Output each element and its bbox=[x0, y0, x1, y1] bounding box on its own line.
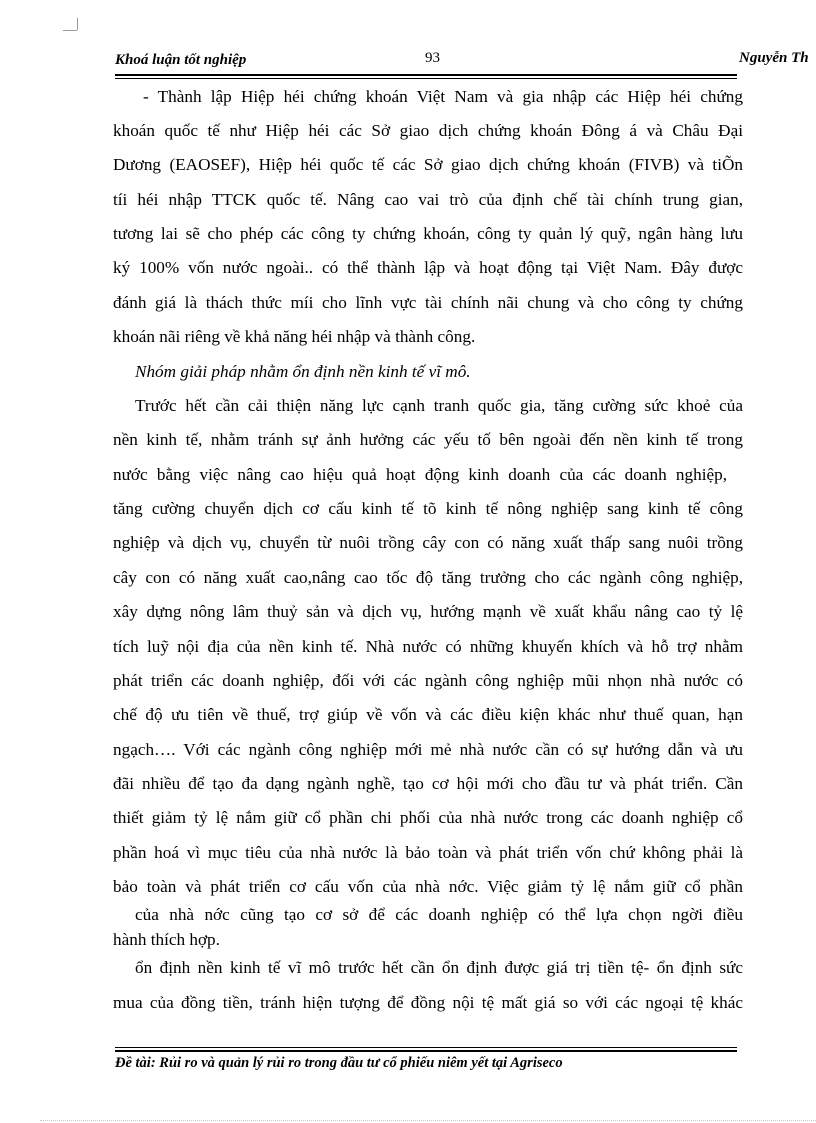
text-line: tích luỹ nội địa của nền kinh tế. Nhà nước có những khuyến khích và hỗ trợ nhằm bbox=[113, 637, 743, 656]
header-author: Nguyễn Th bbox=[739, 50, 809, 66]
footer-rule-thin bbox=[115, 1047, 737, 1048]
footer-topic: Đề tài: Rủi ro và quản lý rủi ro trong đầu tư cổ phiếu niêm yết tại Agriseco bbox=[115, 1055, 563, 1071]
text-line: phần hoá vì mục tiêu của nhà nước là bảo toàn và phát triển vốn chứ không phải là bbox=[113, 843, 743, 862]
page-number: 93 bbox=[425, 50, 440, 66]
text-line: phát triển các doanh nghiệp, đối với các ngành công nghiệp mũi nhọn nhà nước có bbox=[113, 671, 743, 690]
text-line: thiết giảm tỷ lệ nắm giữ cổ phần chi phối của nhà nước trong các doanh nghiệp cổ bbox=[113, 808, 743, 827]
text-line: ngạch…. Với các ngành công nghiệp mới mẻ nhà nước cần có sự hướng dẫn và ưu bbox=[113, 740, 743, 759]
text-line: hành thích hợp. bbox=[113, 930, 220, 949]
page-edge bbox=[40, 1120, 816, 1121]
text-line: cây con có năng xuất cao,nâng cao tốc độ tăng trưởng cho các ngành công nghiệp, bbox=[113, 568, 743, 587]
text-line: ký 100% vốn nước ngoài.. có thể thành lập và hoạt động tại Việt Nam. Đây được bbox=[113, 258, 743, 277]
header-thesis-title: Khoá luận tốt nghiệp bbox=[115, 52, 247, 68]
header-rule bbox=[115, 74, 737, 76]
text-line: tăng cường chuyển dịch cơ cấu kinh tế tõ kinh tế nông nghiệp sang kinh tế công bbox=[113, 499, 743, 518]
text-line: của nhà nớc cũng tạo cơ sở để các doanh nghiệp có thể lựa chọn ngời điều bbox=[135, 905, 743, 924]
text-line: đãi nhiều để tạo đa dạng ngành nghề, tạo cơ hội mới cho đầu tư và phát triển. Cần bbox=[113, 774, 743, 793]
text-line: nghiệp và dịch vụ, chuyển từ nuôi trồng cây con có năng xuất thấp sang nuôi trồng bbox=[113, 533, 743, 552]
text-line: khoán quốc tế như Hiệp héi các Sở giao dịch chứng khoán Đông á và Châu Đại bbox=[113, 121, 743, 140]
text-line: bảo toàn và phát triển cơ cấu vốn của nhà nớc. Việc giảm tỷ lệ nắm giữ cổ phần bbox=[113, 877, 743, 896]
text-line: nước bằng việc nâng cao hiệu quả hoạt động kinh doanh của các doanh nghiệp, bbox=[113, 465, 727, 484]
text-line: nền kinh tế, nhằm tránh sự ảnh hưởng các yếu tố bên ngoài đến nền kinh tế trong bbox=[113, 430, 743, 449]
text-line: xây dựng nông lâm thuỷ sản và dịch vụ, hướng mạnh về xuất khẩu nâng cao tỷ lệ bbox=[113, 602, 743, 621]
header-rule-thin bbox=[115, 78, 737, 79]
section-heading: Nhóm giải pháp nhằm ổn định nền kinh tế vĩ mô. bbox=[135, 362, 471, 381]
text-line: tương lai sẽ cho phép các công ty chứng khoán, công ty quản lý quỹ, ngân hàng lưu bbox=[113, 224, 743, 243]
text-line: Trước hết cần cải thiện năng lực cạnh tranh quốc gia, tăng cường sức khoẻ của bbox=[135, 396, 743, 415]
text-line: ổn định nền kinh tế vĩ mô trước hết cần ổn định được giá trị tiền tệ- ổn định sức bbox=[135, 958, 743, 977]
text-line: đánh giá là thách thức míi cho lĩnh vực tài chính nãi chung và cho công ty chứng bbox=[113, 293, 743, 312]
text-line: khoán nãi riêng về khả năng héi nhập và thành công. bbox=[113, 327, 476, 346]
crop-mark bbox=[63, 30, 77, 31]
text-line: Dương (EAOSEF), Hiệp héi quốc tế các Sở giao dịch chứng khoán (FIVB) và tiÕn bbox=[113, 155, 743, 174]
text-line: mua của đồng tiền, tránh hiện tượng để đồng nội tệ mất giá so với các ngoại tệ khác bbox=[113, 993, 743, 1012]
text-line: chế độ ưu tiên về thuế, trợ giúp về vốn và các điều kiện khác như thuế quan, hạn bbox=[113, 705, 743, 724]
page-header bbox=[115, 50, 816, 74]
text-line: tíi héi nhập TTCK quốc tế. Nâng cao vai trò của định chế tài chính trung gian, bbox=[113, 190, 743, 209]
crop-mark bbox=[77, 18, 78, 30]
footer-rule bbox=[115, 1050, 737, 1052]
text-line: - Thành lập Hiệp héi chứng khoán Việt Nam và gia nhập các Hiệp héi chứng bbox=[143, 87, 743, 106]
